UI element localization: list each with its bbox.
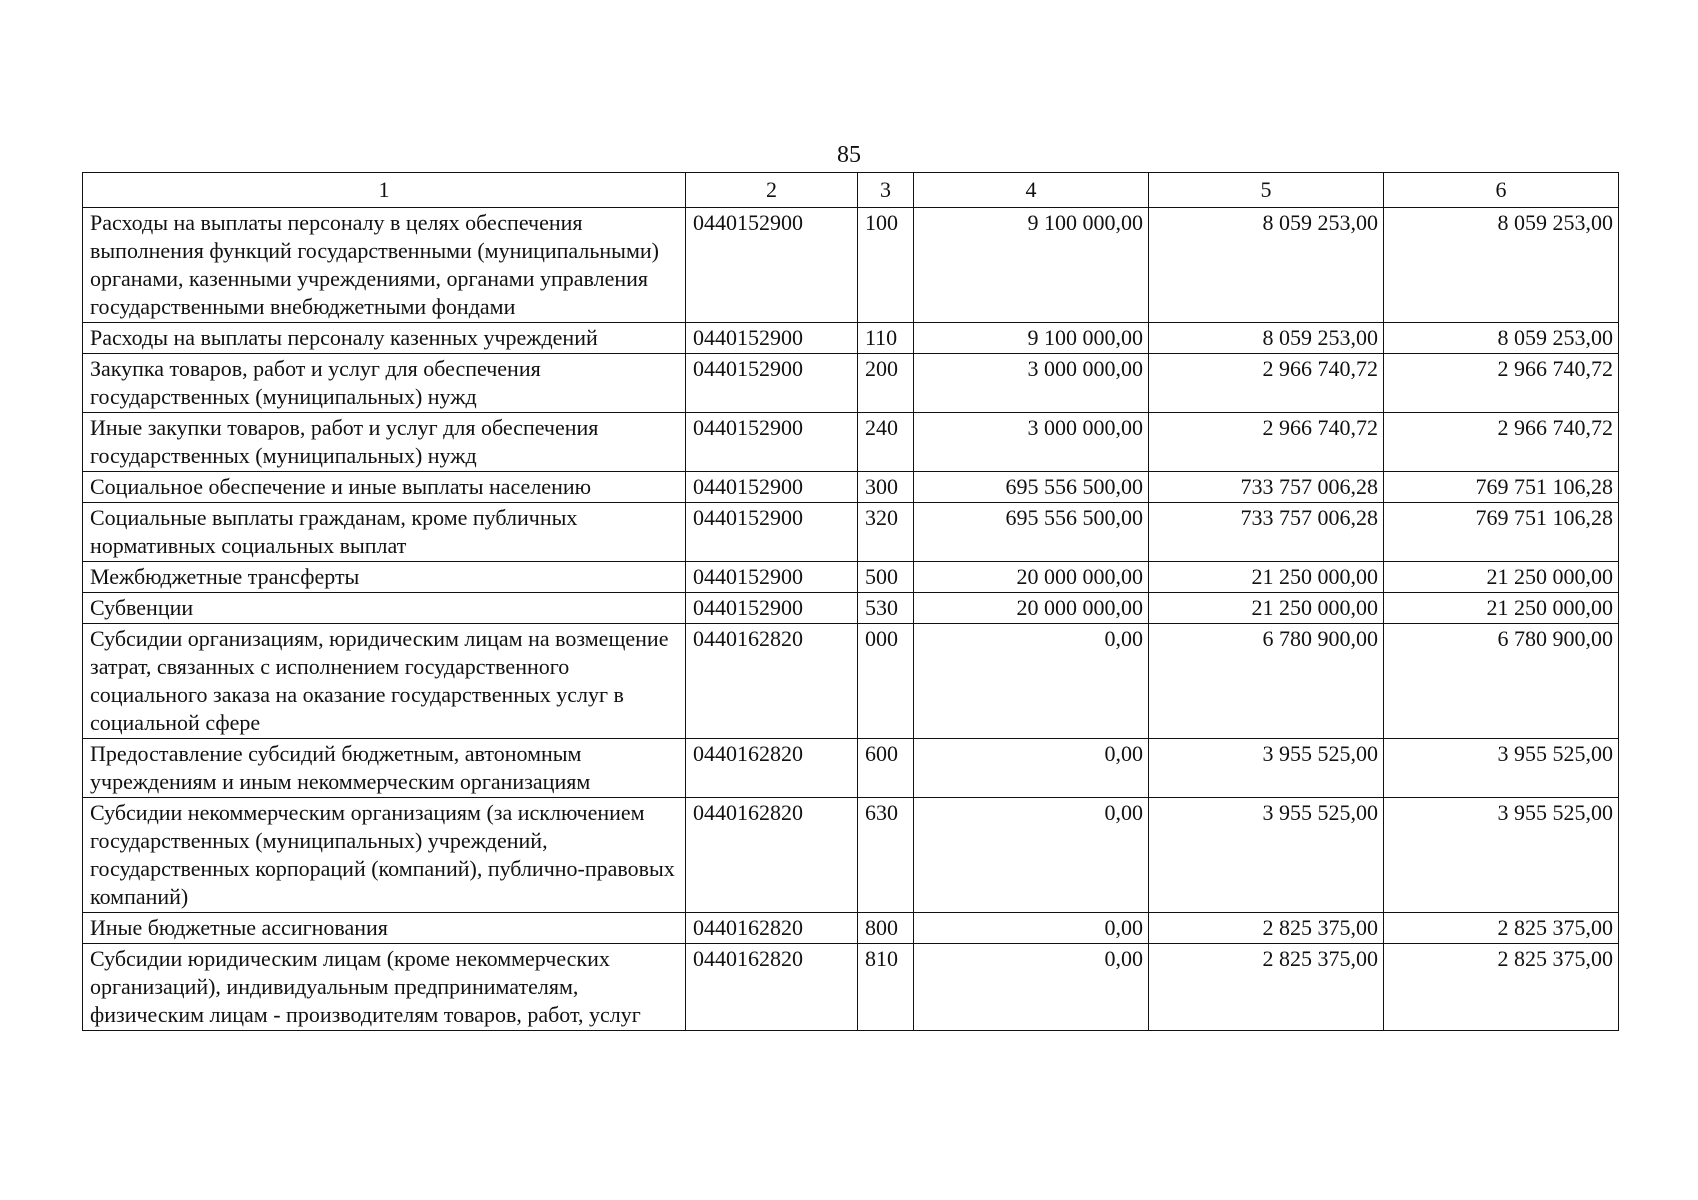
row-expense-type-cell: 500: [858, 562, 914, 593]
row-name-cell: Социальное обеспечение и иные выплаты населению: [83, 472, 686, 503]
row-value-col6-cell: 769 751 106,28: [1384, 503, 1619, 562]
row-value-col4-cell: 0,00: [914, 624, 1149, 739]
row-code-cell: 0440152900: [686, 503, 858, 562]
row-value-col5-cell: 733 757 006,28: [1149, 472, 1384, 503]
row-value-col4-cell: 3 000 000,00: [914, 413, 1149, 472]
table-row: [83, 208, 1619, 323]
column-header-5: 5: [1149, 173, 1384, 208]
column-header-2: 2: [686, 173, 858, 208]
column-header-3: 3: [858, 173, 914, 208]
row-value-col6-cell: 2 966 740,72: [1384, 413, 1619, 472]
column-header-4: 4: [914, 173, 1149, 208]
row-name-cell: Иные закупки товаров, работ и услуг для обеспечения государственных (муниципальных) нужд: [83, 413, 686, 472]
budget-table: [82, 172, 1619, 1031]
row-code-cell: 0440152900: [686, 208, 858, 323]
row-value-col4-cell: 20 000 000,00: [914, 593, 1149, 624]
row-code-cell: 0440152900: [686, 472, 858, 503]
row-expense-type-cell: 000: [858, 624, 914, 739]
row-value-col5-cell: 2 966 740,72: [1149, 354, 1384, 413]
row-name-cell: Субвенции: [83, 593, 686, 624]
row-value-col4-cell: 3 000 000,00: [914, 354, 1149, 413]
row-value-col6-cell: 21 250 000,00: [1384, 562, 1619, 593]
row-value-col6-cell: 8 059 253,00: [1384, 208, 1619, 323]
row-value-col5-cell: 21 250 000,00: [1149, 593, 1384, 624]
row-code-cell: 0440162820: [686, 739, 858, 798]
row-value-col5-cell: 8 059 253,00: [1149, 208, 1384, 323]
table-row: [83, 944, 1619, 1031]
row-value-col4-cell: 0,00: [914, 798, 1149, 913]
row-code-cell: 0440162820: [686, 624, 858, 739]
table-row: [83, 593, 1619, 624]
table-row: [83, 798, 1619, 913]
row-expense-type-cell: 530: [858, 593, 914, 624]
table-row: [83, 354, 1619, 413]
row-value-col4-cell: 0,00: [914, 739, 1149, 798]
row-expense-type-cell: 320: [858, 503, 914, 562]
row-value-col6-cell: 2 825 375,00: [1384, 913, 1619, 944]
row-value-col4-cell: 0,00: [914, 913, 1149, 944]
table-row: [83, 413, 1619, 472]
row-code-cell: 0440152900: [686, 593, 858, 624]
table-row: [83, 503, 1619, 562]
row-value-col5-cell: 6 780 900,00: [1149, 624, 1384, 739]
row-value-col5-cell: 21 250 000,00: [1149, 562, 1384, 593]
table-body: [83, 208, 1619, 1031]
row-value-col5-cell: 2 825 375,00: [1149, 913, 1384, 944]
row-value-col6-cell: 2 966 740,72: [1384, 354, 1619, 413]
table-row: [83, 562, 1619, 593]
table-row: [83, 739, 1619, 798]
row-expense-type-cell: 600: [858, 739, 914, 798]
table-row: [83, 472, 1619, 503]
row-name-cell: Субсидии юридическим лицам (кроме некоммерческих организаций), индивидуальным предпринимателям, физическим лицам - производителям товаров, работ, услуг: [83, 944, 686, 1031]
row-value-col4-cell: 20 000 000,00: [914, 562, 1149, 593]
row-expense-type-cell: 240: [858, 413, 914, 472]
row-value-col5-cell: 2 966 740,72: [1149, 413, 1384, 472]
row-value-col6-cell: 3 955 525,00: [1384, 739, 1619, 798]
row-expense-type-cell: 630: [858, 798, 914, 913]
row-value-col5-cell: 2 825 375,00: [1149, 944, 1384, 1031]
table-row: [83, 624, 1619, 739]
table-row: [83, 323, 1619, 354]
page-number: 85: [837, 142, 861, 168]
row-value-col5-cell: 8 059 253,00: [1149, 323, 1384, 354]
row-expense-type-cell: 100: [858, 208, 914, 323]
row-value-col4-cell: 9 100 000,00: [914, 323, 1149, 354]
row-value-col5-cell: 3 955 525,00: [1149, 798, 1384, 913]
row-value-col5-cell: 733 757 006,28: [1149, 503, 1384, 562]
column-header-6: 6: [1384, 173, 1619, 208]
row-code-cell: 0440162820: [686, 913, 858, 944]
row-value-col6-cell: 2 825 375,00: [1384, 944, 1619, 1031]
row-name-cell: Закупка товаров, работ и услуг для обеспечения государственных (муниципальных) нужд: [83, 354, 686, 413]
row-value-col4-cell: 695 556 500,00: [914, 472, 1149, 503]
header-row: [83, 173, 1619, 208]
row-name-cell: Межбюджетные трансферты: [83, 562, 686, 593]
row-code-cell: 0440152900: [686, 413, 858, 472]
row-value-col4-cell: 0,00: [914, 944, 1149, 1031]
row-code-cell: 0440162820: [686, 944, 858, 1031]
table-row: [83, 913, 1619, 944]
row-code-cell: 0440152900: [686, 562, 858, 593]
row-expense-type-cell: 200: [858, 354, 914, 413]
row-value-col4-cell: 9 100 000,00: [914, 208, 1149, 323]
row-expense-type-cell: 800: [858, 913, 914, 944]
row-name-cell: Субсидии организациям, юридическим лицам на возмещение затрат, связанных с исполнением государственного социального заказа на оказание государственных услуг в социальной сфере: [83, 624, 686, 739]
row-name-cell: Предоставление субсидий бюджетным, автономным учреждениям и иным некоммерческим организациям: [83, 739, 686, 798]
row-value-col5-cell: 3 955 525,00: [1149, 739, 1384, 798]
row-value-col6-cell: 769 751 106,28: [1384, 472, 1619, 503]
row-expense-type-cell: 810: [858, 944, 914, 1031]
row-name-cell: Субсидии некоммерческим организациям (за исключением государственных (муниципальных) учреждений, государственных корпораций (компаний), публично-правовых компаний): [83, 798, 686, 913]
row-name-cell: Расходы на выплаты персоналу в целях обеспечения выполнения функций государственными (муниципальными) органами, казенными учреждениями, органами управления государственными внебюджетными фондами: [83, 208, 686, 323]
row-value-col4-cell: 695 556 500,00: [914, 503, 1149, 562]
row-expense-type-cell: 300: [858, 472, 914, 503]
row-value-col6-cell: 6 780 900,00: [1384, 624, 1619, 739]
column-header-1: 1: [83, 173, 686, 208]
row-value-col6-cell: 21 250 000,00: [1384, 593, 1619, 624]
row-code-cell: 0440152900: [686, 323, 858, 354]
row-code-cell: 0440162820: [686, 798, 858, 913]
row-value-col6-cell: 3 955 525,00: [1384, 798, 1619, 913]
row-code-cell: 0440152900: [686, 354, 858, 413]
row-expense-type-cell: 110: [858, 323, 914, 354]
row-value-col6-cell: 8 059 253,00: [1384, 323, 1619, 354]
row-name-cell: Иные бюджетные ассигнования: [83, 913, 686, 944]
row-name-cell: Расходы на выплаты персоналу казенных учреждений: [83, 323, 686, 354]
row-name-cell: Социальные выплаты гражданам, кроме публичных нормативных социальных выплат: [83, 503, 686, 562]
